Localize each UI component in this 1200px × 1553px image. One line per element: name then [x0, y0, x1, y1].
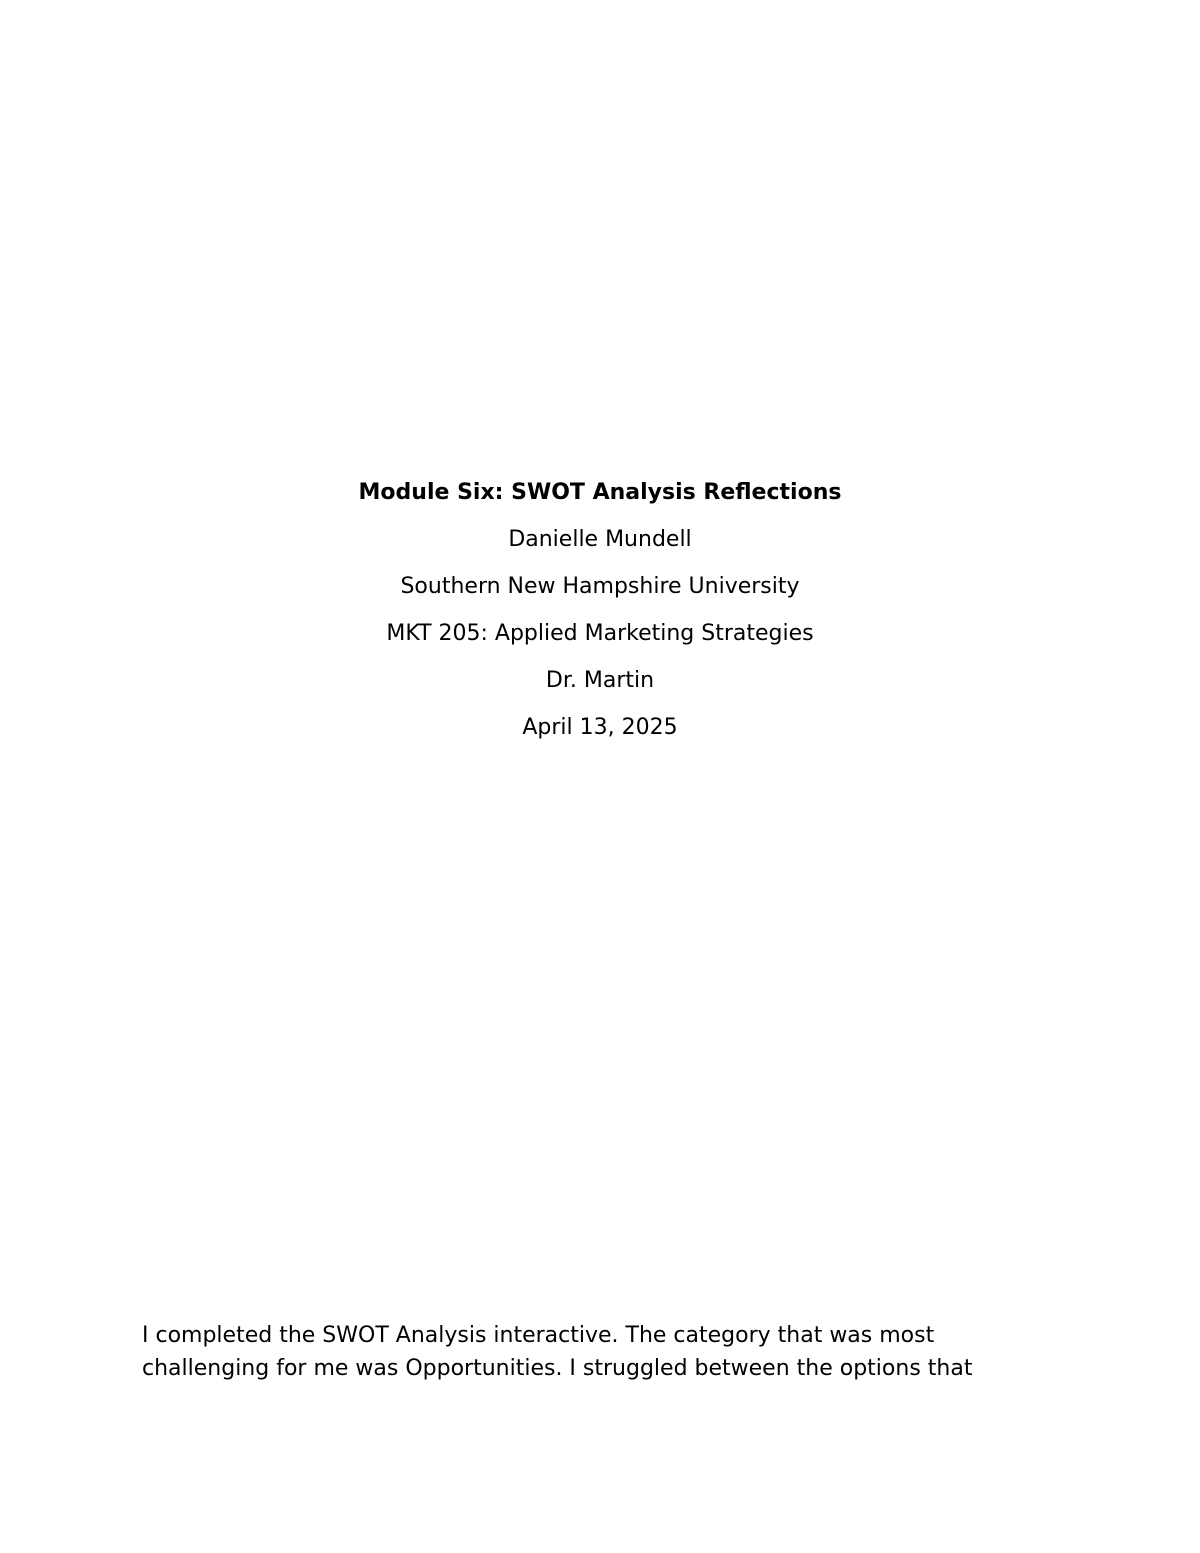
body-line: challenging for me was Opportunities. I struggled between the options that: [142, 1356, 973, 1381]
course-name: MKT 205: Applied Marketing Strategies: [386, 621, 814, 646]
institution-name: Southern New Hampshire University: [400, 574, 800, 599]
paper-title: Module Six: SWOT Analysis Reflections: [358, 480, 842, 505]
body-paragraph: [142, 1319, 1082, 1385]
author-name: Danielle Mundell: [508, 527, 692, 552]
submission-date: April 13, 2025: [522, 715, 678, 740]
body-line: I completed the SWOT Analysis interactive. The category that was most: [142, 1323, 935, 1348]
instructor-name: Dr. Martin: [545, 668, 655, 693]
title-page-block: [0, 469, 1200, 751]
